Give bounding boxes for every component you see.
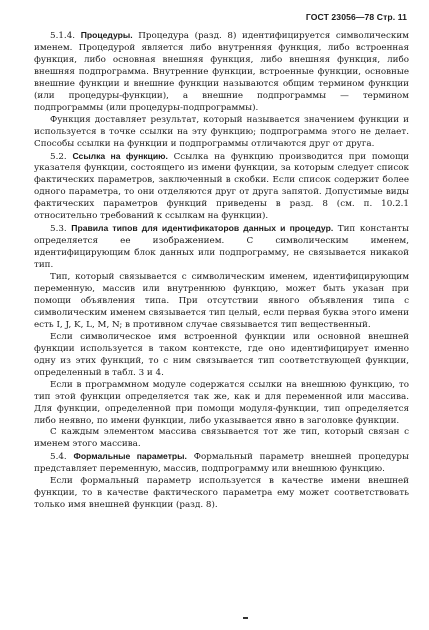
section-heading: Правила типов для идентификаторов данных и процедур. [71,223,334,234]
paragraph-text: Ссылка на функцию производится при помощи указателя функции, состоящего из имени функции, за которым следует список фактических параметров, заключенный в скобки. Если список содержит более одного параметра, то они отделяются друг от друга запятой. Допустимые виды фактических параметров функций приведены в разд. 8 (см. п. 10.2.1 относительно требований к ссылкам на функции). [34,151,409,222]
page-mark [243,617,248,619]
section-number: 5.1.4. [50,31,76,41]
paragraph-5-4 [34,451,409,476]
paragraph-text: С каждым элементом массива связывается тот же тип, который связан с именем этого массива. [34,427,409,450]
paragraph [34,427,409,451]
section-number: 5.2. [50,151,67,162]
paragraph [34,272,409,332]
paragraph-text: Функция доставляет результат, который называется значением функции и используется в точке ссылки на эту функцию; подпрограмма этого не делает. Способы ссылки на функции и подпрограммы отличаются друг от друга. [34,114,409,149]
paragraph-5-2 [34,151,409,224]
section-number: 5.3. [50,224,67,235]
paragraph-text: Если символическое имя встроенной функции или основной внешней функции используется в таком контексте, где оно идентифицирует именно одну из этих функций, то с ним связывается тип соответствующей функции, определенный в табл. 3 и 4. [34,331,409,378]
paragraph [34,332,409,380]
paragraph-text: Процедура (разд. 8) идентифицируется символическим именем. Процедурой является либо внутренняя функция, либо встроенная функция, либо основная внешняя функция, либо внешняя функция, либо внешняя подпрограмма. Внутренние функции, встроенные функции, основные внешние функции и внешние функции называются общим термином функции (или процедуры-функции), а внешние подпрограммы — термином подпрограммы (или процедуры-подпрограммы). [34,31,409,113]
paragraph-text: Тип, который связывается с символическим именем, идентифицирующим переменную, массив или внутреннюю функцию, может быть указан при помощи объявления типа. При отсутствии явного объявления типа с символическим именем связывается тип целый, если первая буква этого имени есть I, J, K, L, M, N; в противном случае связывается тип вещественный. [34,272,409,330]
paragraph [34,115,409,151]
paragraph-text: Если формальный параметр используется в качестве имени внешней функции, то в качестве фактического параметра ему может соответствовать только имя внешней функции (разд. 8). [34,476,409,511]
paragraph-text: Если в программном модуле содержатся ссылки на внешнюю функцию, то тип этой функции определяется так же, как и для переменной или массива. Для функции, определенной при помощи модуля-функции, тип определяется либо неявно, по имени функции, либо указывается явно в заголовке функции. [34,379,409,426]
paragraph-text: Тип константы определяется ее изображением. С символическим именем, идентифицирующим блок данных или подпрограмму, не связывается никакой тип. [34,224,409,271]
paragraph [34,476,409,512]
paragraph-5-3 [34,223,409,272]
section-heading: Ссылка на функцию. [72,150,168,161]
section-number: 5.4. [50,452,67,463]
section-heading: Процедуры. [80,30,133,40]
paragraph-5-1-4 [34,30,409,115]
paragraph [34,380,409,428]
paragraph-text: Формальный параметр внешней процедуры представляет переменную, массив, подпрограмму или внешнюю функцию. [34,452,409,475]
document-body [34,30,409,512]
section-heading: Формальные параметры. [73,451,187,462]
running-header: ГОСТ 23056—78 Стр. 11 [305,12,407,22]
